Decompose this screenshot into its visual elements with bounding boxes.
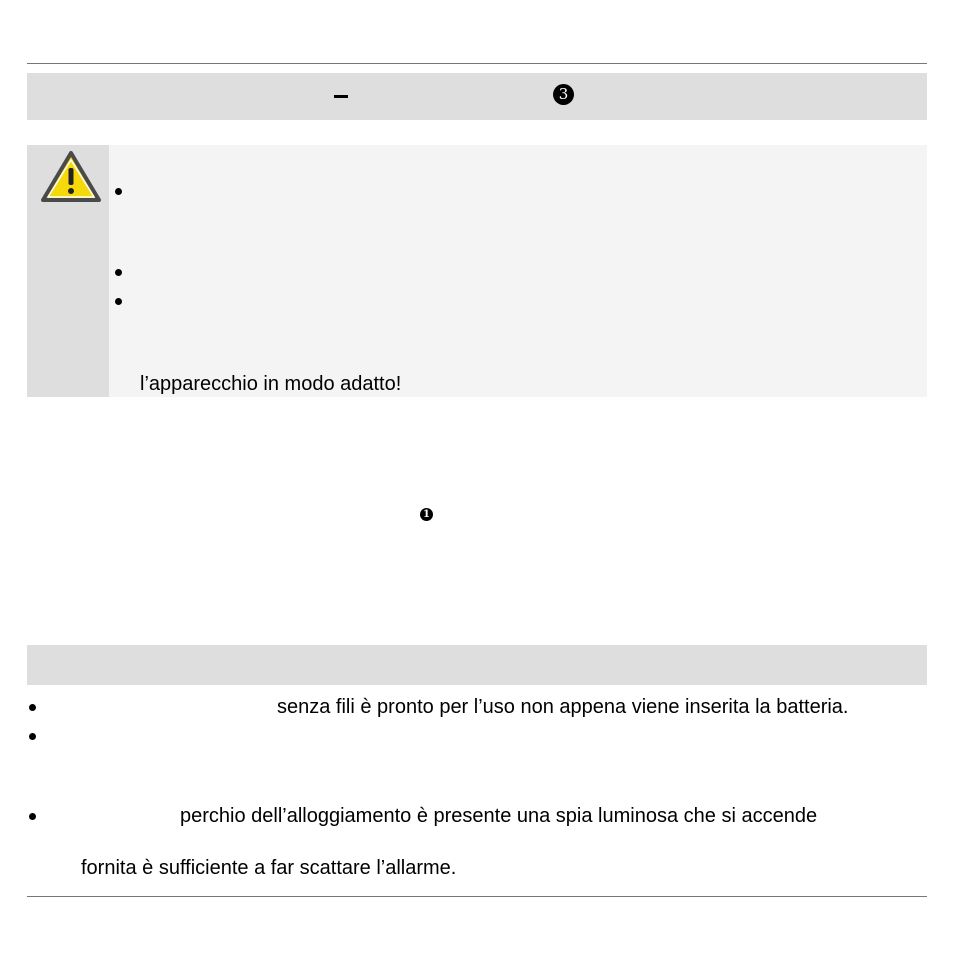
list-bullet-2 [29, 733, 36, 740]
section-heading-band [27, 73, 927, 120]
top-rule [27, 63, 927, 64]
warning-box [27, 145, 927, 397]
warning-closing-line: l’apparecchio in modo adatto! [140, 373, 402, 395]
warning-bullet-3 [115, 298, 122, 305]
list-bullet-3 [29, 813, 36, 820]
heading-number: 3 [558, 85, 569, 103]
warning-triangle-icon [40, 150, 102, 204]
warning-bullet-1 [115, 188, 122, 195]
list-bullet-1 [29, 704, 36, 711]
list-item-3-continuation: fornita è sufficiente a far scattare l’allarme. [81, 857, 457, 879]
subsection-band [27, 645, 927, 685]
marker-number: 1 [423, 509, 430, 520]
marker-number-badge [420, 508, 433, 521]
list-item-1-text: senza fili è pronto per l’uso non appena viene inserita la batteria. [277, 696, 849, 718]
heading-number-badge [553, 84, 574, 105]
warning-bullet-2 [115, 269, 122, 276]
heading-dash [334, 95, 348, 98]
bottom-rule [27, 896, 927, 897]
list-item-3-text: perchio dell’alloggiamento è presente una spia luminosa che si accende [180, 805, 818, 827]
